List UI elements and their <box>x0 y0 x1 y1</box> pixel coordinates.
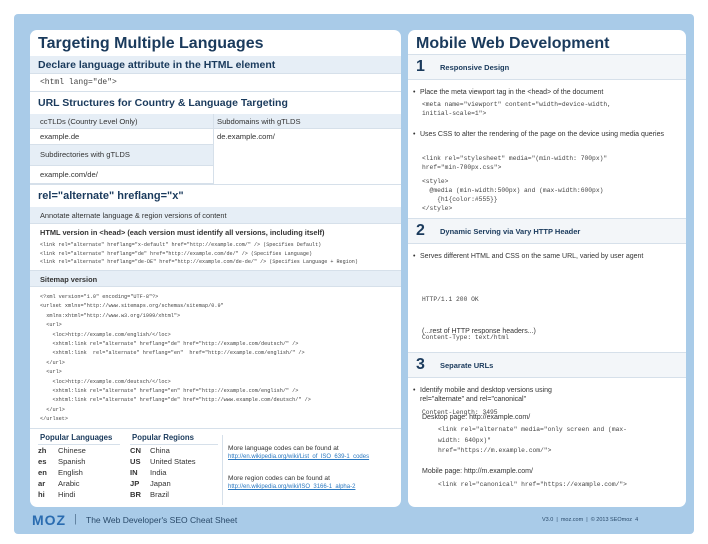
region-name: India <box>150 468 167 477</box>
region-code: IN <box>130 468 138 477</box>
subdomain-example: de.example.com/ <box>217 132 275 141</box>
region-codes-link[interactable]: http://en.wikipedia.org/wiki/ISO_3166-1_alpha-2 <box>228 484 356 490</box>
cctld-label: ccTLDs (Country Level Only) <box>40 117 138 126</box>
sitemap-code: <?xml version="1.0" encoding="UTF-8"?> <urlset xmlns="http://www.sitemaps.org/schemas/sitemap/0.9" xmlns:xhtml="http://www.w3.org/1999/xhtml"> <url> <loc>http://example.com/english/</loc> <xhtml:link rel="alternate" hreflang="de" href="http://example.com/deutsch/" /> <xhtml:link rel="alternate" hreflang="en" href="http://example.com/english/" /> </url> <url> <loc>http://example.com/deutsch/</loc> <xhtml:link rel="alternate" hreflang="en" href="http://example.com/english/" /> <xhtml:link rel="alternate" hreflang="de" href="http://www.example.com/deutsch/" /> </url> </urlset> <box>30 287 401 429</box>
s1-bullet-1: • Place the meta viewport tag in the <head> of the document <box>420 88 680 97</box>
footer-title: The Web Developer's SEO Cheat Sheet <box>86 515 238 525</box>
section-3-header <box>408 352 686 378</box>
codes-divider <box>222 435 223 505</box>
footer-separator: | <box>74 513 77 525</box>
section-3-number: 3 <box>416 356 425 373</box>
regions-table <box>130 444 218 500</box>
language-codes-link[interactable]: http://en.wikipedia.org/wiki/List_of_ISO_639-1_codes <box>228 454 370 460</box>
html-lang-code: <html lang="de"> <box>30 74 401 92</box>
region-row <box>130 478 200 489</box>
language-code: zh <box>38 446 47 455</box>
language-codes-text: More language codes can be found at <box>228 445 339 452</box>
region-name: Japan <box>150 479 171 488</box>
section-1-number: 1 <box>416 58 425 75</box>
language-name: Spanish <box>58 457 86 466</box>
s1-code-viewport: <meta name="viewport" content="width=device-width, initial-scale=1"> <box>422 101 611 117</box>
language-code: en <box>38 468 47 477</box>
s1-code-style: <style> @media (min-width:500px) and (max-width:600px) {h1{color:#555}} </style> <box>422 178 604 212</box>
s1-bullet-2: • Uses CSS to alter the rendering of the page on the device using media queries <box>420 130 665 139</box>
subdir-label: Subdirectories with gTLDS <box>40 150 130 159</box>
language-name: Arabic <box>58 479 80 488</box>
languages-table <box>38 444 120 500</box>
s2-rest-headers: (...rest of HTTP response headers...) <box>422 328 536 335</box>
languages-heading: Popular Languages <box>40 433 113 442</box>
region-code: JP <box>130 479 140 488</box>
section-2-number: 2 <box>416 222 425 239</box>
http-header-line: HTTP/1.1 200 OK <box>422 296 479 303</box>
subdir-example: example.com/de/ <box>40 170 98 179</box>
footer <box>14 507 694 534</box>
declare-heading: Declare language attribute in the HTML element <box>38 59 276 71</box>
s3-bullet-1: • Identify mobile and desktop versions using rel="alternate" and rel="canonical" <box>420 386 590 404</box>
cctld-example: example.de <box>40 132 80 141</box>
left-card-title: Targeting Multiple Languages <box>38 35 264 52</box>
language-name: Hindi <box>58 490 76 499</box>
region-codes-note <box>228 474 398 492</box>
region-row <box>130 489 200 500</box>
html-version-label: HTML version in <head> (each version must identify all versions, including itself) <box>40 228 325 237</box>
region-row <box>130 467 200 478</box>
footer-meta: V3.0 | moz.com | © 2013 SEOmoz 4 <box>542 517 639 523</box>
column-divider <box>213 114 214 184</box>
section-1-label: Responsive Design <box>440 63 510 72</box>
section-1-header <box>408 54 686 80</box>
language-name: Chinese <box>58 446 86 455</box>
regions-heading: Popular Regions <box>132 433 194 442</box>
html-version-code: <link rel="alternate" hreflang="x-default" href="http://example.com/" /> (Specifies Default) <link rel="alternate" hreflang="de" href="http://example.com/de/" /> (Specifies Language) <link rel="alternate" hreflang="de-DE" href="http://example.com/de-de/" /> (Specifies Language + Region) <box>30 239 401 271</box>
language-row <box>38 478 90 489</box>
mobile-web-card <box>408 30 686 507</box>
region-row <box>130 445 200 456</box>
region-row <box>130 456 200 467</box>
section-2-header <box>408 218 686 244</box>
section-3-label: Separate URLs <box>440 361 494 370</box>
s1-code-stylesheet: <link rel="stylesheet" media="(min-width: 700px)" href="min-700px.css"> <box>422 155 608 171</box>
subdir-row <box>30 166 213 184</box>
language-name: English <box>58 468 83 477</box>
language-code: ar <box>38 479 46 488</box>
http-header-line: Content-Length: 3495 <box>422 408 498 416</box>
language-code: hi <box>38 490 45 499</box>
s3-mobile-code: <link rel="canonical" href="https://example.com/"> <box>438 481 627 488</box>
region-name: China <box>150 446 170 455</box>
region-codes-text: More region codes can be found at <box>228 475 330 482</box>
s3-desktop-page: Desktop page: http://example.com/ <box>422 414 531 421</box>
alternate-heading: rel="alternate" hreflang="x" <box>38 190 184 202</box>
declare-heading-band <box>30 56 401 74</box>
section-2-label: Dynamic Serving via Vary HTTP Header <box>440 227 581 236</box>
language-code: es <box>38 457 47 466</box>
sitemap-band <box>30 271 401 287</box>
targeting-languages-card <box>30 30 401 507</box>
region-name: United States <box>150 457 196 466</box>
sitemap-label: Sitemap version <box>40 275 98 284</box>
language-row <box>38 467 90 478</box>
language-row <box>38 445 90 456</box>
region-name: Brazil <box>150 490 169 499</box>
region-code: BR <box>130 490 141 499</box>
s2-bullet-1: • Serves different HTML and CSS on the same URL, varied by user agent <box>420 252 682 261</box>
language-codes-note <box>228 444 398 462</box>
annotate-band <box>30 207 401 224</box>
s3-mobile-page: Mobile page: http://m.example.com/ <box>422 468 533 475</box>
cheat-sheet-page <box>14 14 694 534</box>
language-row <box>38 456 90 467</box>
subdomain-label: Subdomains with gTLDS <box>217 117 301 126</box>
section-divider <box>30 184 401 185</box>
cctld-row <box>30 129 213 145</box>
language-row <box>38 489 90 500</box>
region-code: CN <box>130 446 141 455</box>
moz-logo: MOZ <box>32 512 67 528</box>
url-structures-heading: URL Structures for Country & Language Targeting <box>38 97 288 109</box>
s3-desktop-code: <link rel="alternate" media="only screen and (max- width: 640px)" href="https://m.example.com/"> <box>438 426 627 454</box>
http-header-line: Content-Type: text/html <box>422 333 509 341</box>
right-card-title: Mobile Web Development <box>416 35 610 52</box>
subdir-band <box>30 145 213 166</box>
annotate-text: Annotate alternate language & region versions of content <box>40 211 227 220</box>
region-code: US <box>130 457 141 466</box>
